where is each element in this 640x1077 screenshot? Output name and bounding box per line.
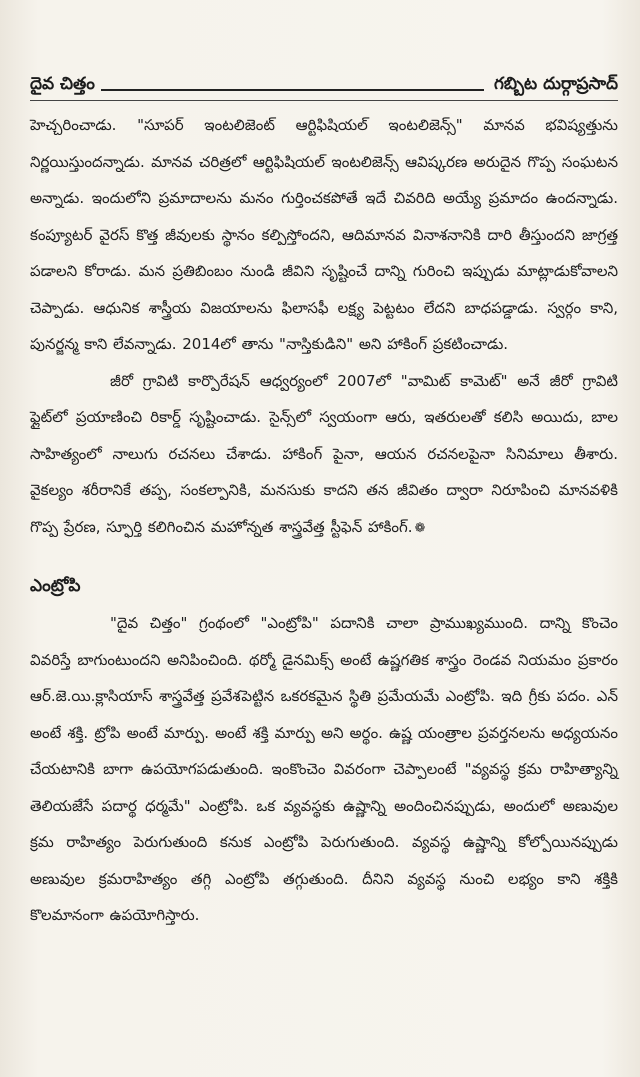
paragraph-2-text: జీరో గ్రావిటి కార్పొరేషన్ ఆధ్వర్యంలో 2007లో "వామిట్ కామెట్" అనే జీరో గ్రావిటి ఫ్లైట్‌లో ప్రయాణించి రికార్డ్ సృష్టించాడు. సైన్స్‌లో స్వయంగా ఆరు, ఇతరులతో కలిసి అయిదు, బాల సాహిత్యంలో నాలుగు రచనలు చేశాడు. హాకింగ్ పైనా, ఆయన రచనలపైనా సినిమాలు తీశారు. వైకల్యం శరీరానికే తప్ప, సంకల్పానికి, మనసుకు కాదని తన జీవితం ద్వారా నిరూపించి మానవళికి గొప్ప ప్రేరణ, స్ఫూర్తి కలిగించిన మహోన్నత శాస్త్రవేత్త స్టీఫెన్ హాకింగ్. xyxy=(30,371,618,536)
header-rule xyxy=(101,89,484,91)
running-header xyxy=(30,68,618,98)
paragraph-2 xyxy=(30,363,618,548)
header-underline xyxy=(30,100,618,101)
section-heading: ఎంట్రోపి xyxy=(30,576,81,596)
book-title: దైవ చిత్తం xyxy=(30,74,95,94)
paragraph-1: హెచ్చరించాడు. "సూపర్ ఇంటలిజెంట్ ఆర్టిఫిషియల్ ఇంటలిజెన్స్" మానవ భవిష్యత్తును నిర్ణయిస్తుందన్నాడు. మానవ చరిత్రలో ఆర్టిఫిషియల్ ఇంటలిజెన్స్ ఆవిష్కరణ అరుదైన గొప్ప సంఘటన అన్నాడు. ఇందులోని ప్రమాదాలను మనం గుర్తించకపోతే ఇదే చివరిది అయ్యే ప్రమాదం ఉందన్నాడు. కంప్యూటర్ వైరస్ కొత్త జీవులకు స్థానం కల్పిస్తోందని, ఆదిమానవ వినాశనానికి దారి తీస్తుందని జాగ్రత్త పడాలని కోరాడు. మన ప్రతిబింబం నుండి జీవిని సృష్టించే దాన్ని గురించి ఇప్పుడు మాట్లాడుకోవాలని చెప్పాడు. ఆధునిక శాస్త్రీయ విజయాలను ఫిలాసఫీ లక్ష్య పెట్టటం లేదని బాధపడ్డాడు. స్వర్గం కాని, పునర్జన్మ కాని లేవన్నాడు. 2014లో తాను "నాస్తికుడిని" అని హాకింగ్ ప్రకటించాడు. xyxy=(30,116,618,353)
end-mark: ❁ xyxy=(414,520,426,536)
author-name: గబ్బిట దుర్గాప్రసాద్ xyxy=(493,74,618,94)
section-paragraph: "దైవ చిత్తం" గ్రంథంలో "ఎంట్రోపి" పదానికి చాలా ప్రాముఖ్యముంది. దాన్ని కొంచెం వివరిస్తే బాగుంటుందని అనిపించింది. థర్మో డైనమిక్స్ అంటే ఉష్ణగతిక శాస్త్రం రెండవ నియమం ప్రకారం ఆర్.జె.యి.క్లాసియాస్ శాస్త్రవేత్త ప్రవేశపెట్టిన ఒకరకమైన స్థితి ప్రమేయమే ఎంట్రోపి. ఇది గ్రీకు పదం. ఎన్ అంటే శక్తి. ట్రోపి అంటే మార్పు. అంటే శక్తి మార్పు అని అర్థం. ఉష్ణ యంత్రాల ప్రవర్తనలను అధ్యయనం చేయటానికి బాగా ఉపయోగపడుతుంది. ఇంకొంచెం వివరంగా చెప్పాలంటే "వ్యవస్థ క్రమ రాహిత్యాన్ని తెలియజేసే పదార్థ ధర్మమే" ఎంట్రోపి. ఒక వ్యవస్థకు ఉష్ణాన్ని అందించినప్పుడు, అందులో అణువుల క్రమ రాహిత్యం పెరుగుతుంది కనుక ఎంట్రోపి పెరుగుతుంది. వ్యవస్థ ఉష్ణాన్ని కోల్పోయినప్పుడు అణువుల క్రమరాహిత్యం తగ్గి ఎంట్రోపి తగ్గుతుంది. దీనిని వ్యవస్థ నుంచి లభ్యం కాని శక్తికి కొలమానంగా ఉపయోగిస్తారు. xyxy=(30,614,618,924)
